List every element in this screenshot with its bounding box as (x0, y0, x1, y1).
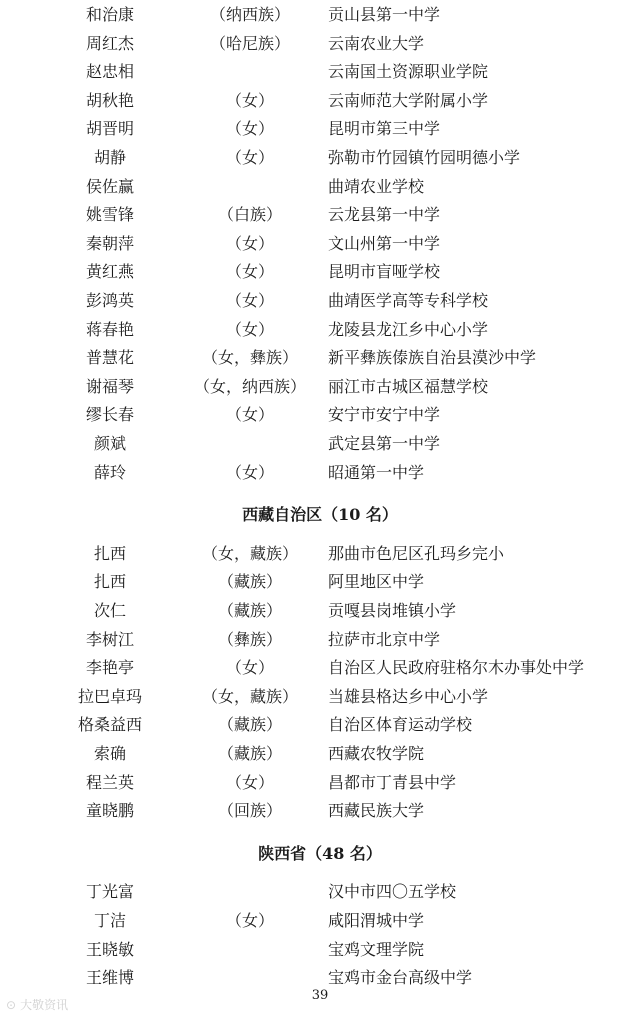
work-unit: 阿里地区中学 (328, 572, 425, 592)
person-name: 王维博 (85, 968, 134, 988)
person-name: 颜斌 (93, 434, 126, 453)
list-item (0, 173, 640, 201)
list-item (0, 115, 640, 143)
person-name: 胡静 (93, 148, 126, 167)
person-note: （女，纳西族） (193, 376, 306, 396)
person-name: 拉巴卓玛 (77, 686, 142, 706)
list-item (0, 711, 640, 739)
person-name: 胡秋艳 (85, 90, 134, 110)
person-note: （女） (225, 291, 274, 310)
work-unit: 拉萨市北京中学 (328, 629, 441, 649)
person-name: 丁洁 (93, 911, 126, 930)
section-heading: 陕西省（48 名） (258, 843, 382, 863)
person-note: （女） (225, 462, 274, 482)
person-note: （女） (225, 90, 274, 110)
person-note: （藏族） (217, 601, 282, 620)
watermark (6, 996, 68, 1013)
work-unit: 曲靖农业学校 (328, 176, 425, 196)
work-unit: 昌都市丁青县中学 (328, 772, 457, 792)
list-item (0, 936, 640, 964)
list-item (0, 540, 640, 568)
person-note: （女） (225, 911, 274, 930)
list-item (0, 287, 640, 315)
work-unit: 自治区人民政府驻格尔木办事处中学 (328, 658, 585, 678)
person-name: 和治康 (85, 5, 134, 24)
list-item (0, 401, 640, 429)
work-unit: 武定县第一中学 (328, 434, 441, 453)
list-item (0, 373, 640, 401)
person-name: 秦朝萍 (85, 233, 134, 253)
person-note: （女） (225, 148, 274, 167)
work-unit: 昆明市第三中学 (328, 119, 441, 139)
list-item (0, 87, 640, 115)
person-name: 李艳亭 (85, 658, 134, 678)
person-note: （女，藏族） (201, 686, 298, 706)
person-name: 李树江 (85, 629, 134, 649)
person-note: （藏族） (217, 572, 282, 592)
person-name: 童晓鹏 (85, 801, 134, 821)
work-unit: 西藏民族大学 (328, 801, 425, 821)
work-unit: 贡嘎县岗堆镇小学 (328, 601, 457, 620)
list-item (0, 30, 640, 58)
person-note: （藏族） (217, 715, 282, 735)
person-name: 彭鸿英 (85, 291, 134, 310)
person-name: 次仁 (93, 601, 126, 620)
list-item (0, 58, 640, 86)
work-unit: 云龙县第一中学 (328, 205, 441, 225)
person-note: （女） (225, 405, 274, 425)
work-unit: 昭通第一中学 (328, 462, 425, 482)
work-unit: 汉中市四〇五学校 (328, 882, 457, 902)
work-unit: 咸阳渭城中学 (328, 911, 425, 930)
list-item (0, 316, 640, 344)
work-unit: 新平彝族傣族自治县漠沙中学 (328, 348, 537, 368)
list-item (0, 459, 640, 487)
work-unit: 曲靖医学高等专科学校 (328, 291, 489, 310)
person-note: （女） (225, 262, 274, 282)
person-name: 扎西 (93, 543, 126, 563)
person-name: 普慧花 (85, 348, 134, 368)
list-item (0, 683, 640, 711)
work-unit: 贡山县第一中学 (328, 5, 441, 24)
person-name: 周红杰 (85, 33, 134, 53)
work-unit: 龙陵县龙江乡中心小学 (328, 319, 489, 339)
person-name: 格桑益西 (77, 715, 142, 735)
list-item (0, 626, 640, 654)
list-item (0, 878, 640, 906)
person-name: 蒋春艳 (85, 319, 134, 339)
work-unit: 丽江市古城区福慧学校 (328, 376, 489, 396)
person-note: （哈尼族） (209, 33, 290, 53)
list-item (0, 907, 640, 935)
person-note: （女） (225, 119, 274, 139)
person-name: 侯佐赢 (85, 176, 134, 196)
work-unit: 宝鸡文理学院 (328, 939, 425, 959)
person-name: 黄红燕 (85, 262, 134, 282)
person-note: （白族） (217, 205, 282, 225)
list-item (0, 201, 640, 229)
person-name: 王晓敏 (85, 939, 134, 959)
work-unit: 文山州第一中学 (328, 233, 441, 253)
person-note: （纳西族） (209, 5, 290, 24)
section-heading: 西藏自治区（10 名） (242, 505, 398, 525)
watermark-text: 大敬资讯 (20, 998, 69, 1012)
work-unit: 宝鸡市金台高级中学 (328, 968, 473, 988)
list-item (0, 144, 640, 172)
work-unit: 当雄县格达乡中心小学 (328, 686, 489, 706)
list-item (0, 797, 640, 825)
work-unit: 云南农业大学 (328, 33, 425, 53)
person-name: 扎西 (93, 572, 126, 592)
list-item (0, 1, 640, 29)
person-name: 程兰英 (85, 772, 134, 792)
person-name: 赵忠相 (85, 62, 134, 82)
person-name: 姚雪锋 (85, 205, 134, 225)
person-note: （女） (225, 319, 274, 339)
person-note: （女，藏族） (201, 543, 298, 563)
work-unit: 自治区体育运动学校 (328, 715, 473, 735)
brand-logo-icon: ⊙ (6, 997, 17, 1012)
list-item (0, 654, 640, 682)
person-name: 薛玲 (93, 462, 126, 482)
work-unit: 西藏农牧学院 (328, 744, 425, 763)
person-note: （女） (225, 658, 274, 678)
person-note: （女） (225, 233, 274, 253)
work-unit: 那曲市色尼区孔玛乡完小 (328, 543, 505, 563)
work-unit: 安宁市安宁中学 (328, 405, 441, 425)
person-note: （女） (225, 772, 274, 792)
person-name: 索确 (93, 744, 126, 763)
page-number: 39 (311, 988, 329, 1003)
list-item (0, 740, 640, 768)
work-unit: 弥勒市竹园镇竹园明德小学 (328, 148, 521, 167)
list-item (0, 230, 640, 258)
list-item (0, 769, 640, 797)
list-item (0, 597, 640, 625)
list-item (0, 344, 640, 372)
list-item (0, 568, 640, 596)
work-unit: 云南国土资源职业学院 (328, 62, 489, 82)
person-note: （女，彝族） (201, 348, 298, 368)
list-item (0, 430, 640, 458)
person-name: 胡晋明 (85, 119, 134, 139)
list-item (0, 258, 640, 286)
person-name: 谢福琴 (85, 376, 134, 396)
person-name: 缪长春 (85, 405, 134, 425)
person-note: （藏族） (217, 744, 282, 763)
person-note: （彝族） (217, 629, 282, 649)
person-name: 丁光富 (85, 882, 134, 902)
person-note: （回族） (217, 801, 282, 821)
work-unit: 昆明市盲哑学校 (328, 262, 441, 282)
work-unit: 云南师范大学附属小学 (328, 90, 489, 110)
